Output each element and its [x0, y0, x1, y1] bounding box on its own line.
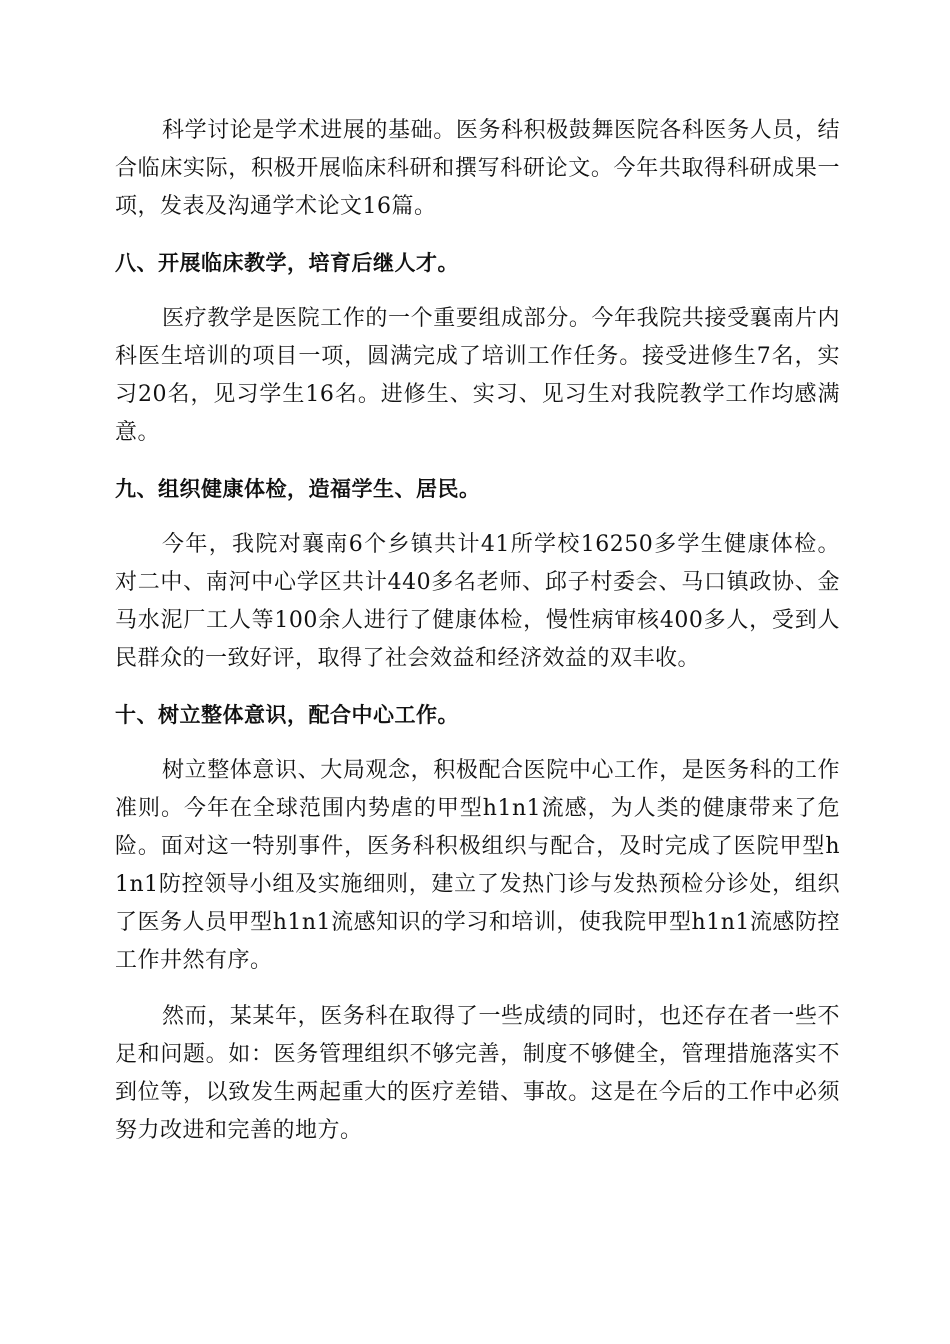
document-body	[115, 112, 840, 1168]
section-heading-10: 十、树立整体意识，配合中心工作。	[115, 703, 459, 727]
paragraph-shortcomings: 然而，某某年，医务科在取得了一些成绩的同时，也还存在者一些不足和问题。如：医务管理组织不够完善，制度不够健全，管理措施落实不到位等，以致发生两起重大的医疗差错、事故。这是在今后的工作中必须努力改进和完善的地方。	[115, 1004, 840, 1143]
paragraph-research: 科学讨论是学术进展的基础。医务科积极鼓舞医院各科医务人员，结合临床实际，积极开展临床科研和撰写科研论文。今年共取得科研成果一项，发表及沟通学术论文16篇。	[115, 118, 840, 219]
section-heading-8: 八、开展临床教学，培育后继人才。	[115, 251, 459, 275]
section-heading-9: 九、组织健康体检，造福学生、居民。	[115, 477, 481, 501]
paragraph-health-check: 今年，我院对襄南6个乡镇共计41所学校16250多学生健康体检。对二中、南河中心学区共计440多名老师、邱子村委会、马口镇政协、金马水泥厂工人等100余人进行了健康体检，慢性病审核400多人，受到人民群众的一致好评，取得了社会效益和经济效益的双丰收。	[115, 532, 840, 671]
paragraph-teaching: 医疗教学是医院工作的一个重要组成部分。今年我院共接受襄南片内科医生培训的项目一项，圆满完成了培训工作任务。接受进修生7名，实习20名，见习学生16名。进修生、实习、见习生对我院教学工作均感满意。	[115, 306, 840, 445]
paragraph-overall-awareness: 树立整体意识、大局观念，积极配合医院中心工作，是医务科的工作准则。今年在全球范围内势虐的甲型h1n1流感，为人类的健康带来了危险。面对这一特别事件，医务科积极组织与配合，及时完成了医院甲型h1n1防控领导小组及实施细则，建立了发热门诊与发热预检分诊处，组织了医务人员甲型h1n1流感知识的学习和培训，使我院甲型h1n1流感防控工作井然有序。	[115, 758, 840, 973]
